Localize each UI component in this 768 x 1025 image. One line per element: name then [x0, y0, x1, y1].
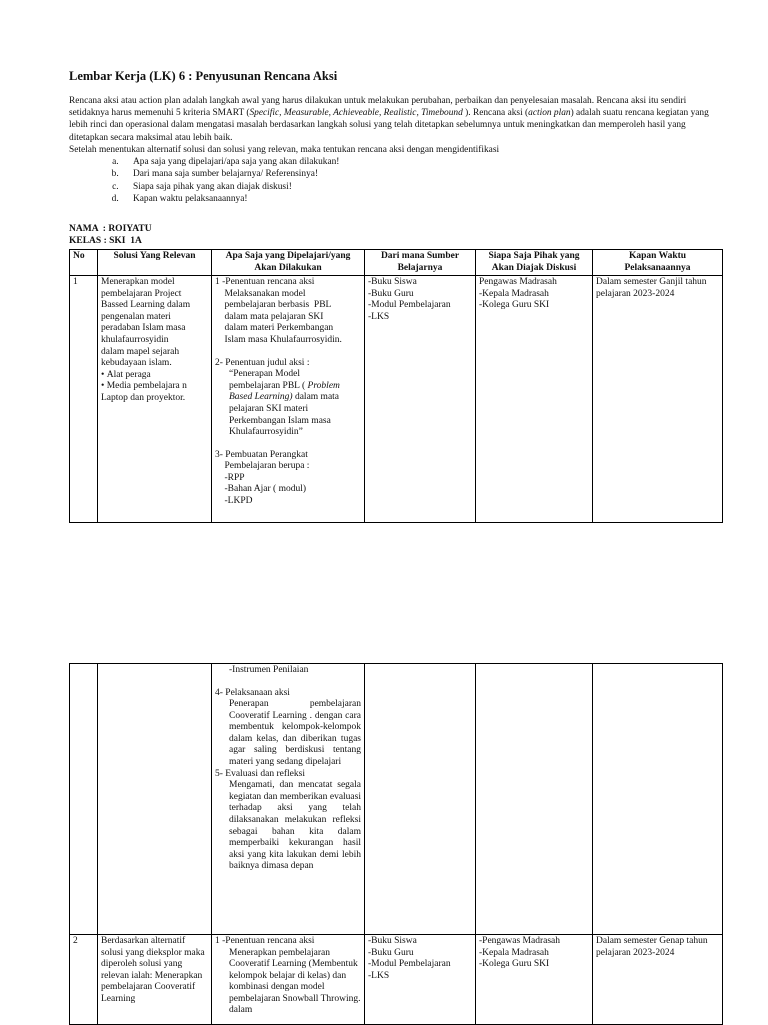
text-line: Laptop dan proyektor.	[101, 392, 186, 403]
list-item: -Buku Siswa	[368, 277, 417, 288]
text-line: dalam mata pelajaran SKI	[215, 311, 324, 322]
intro-text-c: ). Rencana aksi (	[462, 108, 529, 119]
step-heading: 1 -Penentuan rencana aksi	[215, 936, 315, 946]
text-line: Islam masa Khulafaurrosyidin.	[215, 335, 342, 346]
bullet-icon: •	[101, 381, 107, 392]
row1-apa	[212, 276, 365, 523]
row1-waktu: Dalam semester Ganjil tahun pelajaran 2023-2024	[593, 276, 723, 523]
question-item: c. Siapa saja pihak yang akan diajak diskusi!	[121, 181, 709, 193]
question-list	[69, 156, 709, 205]
text-line: -LKPD	[215, 495, 253, 506]
bullet-item	[101, 381, 208, 393]
text-line: -Bahan Ajar ( modul)	[215, 484, 307, 495]
student-name: NAMA : ROIYATU	[69, 224, 152, 234]
cont-apa	[212, 664, 365, 935]
cont-sumber	[365, 664, 476, 935]
text-line: Bassed Learning dalam	[101, 300, 191, 311]
text-line: Perkembangan Islam masa	[229, 415, 331, 426]
step-1	[215, 277, 361, 346]
text-line: “Penerapan Model	[229, 369, 300, 380]
list-item: -Buku Siswa	[368, 936, 417, 946]
table-row	[70, 664, 723, 935]
question-item: b. Dari mana saja sumber belajarnya/ Referensinya!	[121, 168, 709, 180]
header-no: No	[70, 250, 98, 276]
student-class: KELAS : SKI 1A	[69, 236, 142, 247]
row2-waktu: Dalam semester Genap tahun pelajaran 2023-2024	[593, 935, 723, 1025]
list-item: -Kepala Madrasah	[479, 288, 549, 299]
list-item: -Kolega Guru SKI	[479, 959, 550, 970]
text-line: kebudayaan islam.	[101, 358, 172, 369]
row1-pihak	[476, 276, 593, 523]
intro-text-action-plan: action plan	[528, 108, 571, 119]
cont-no	[70, 664, 98, 935]
list-item: -Modul Pembelajaran	[368, 959, 451, 970]
row1-solusi-text	[101, 277, 208, 370]
intro-text-smart: Specific, Measurable, Achieveable, Realistic, Timebound	[249, 108, 463, 119]
row2-pihak	[476, 935, 593, 1025]
list-item: Pengawas Madrasah	[479, 277, 557, 288]
table-header-row	[70, 250, 723, 276]
intro-text-a: Rencana aksi atau action plan adalah langkah awal yang harus dilakukan untuk melakukan perubahan, perbaikan dan penyelesaian masalah. Rencana aksi itu sendiri setidaknya harus memenuhi 5 kriteria SMART (	[69, 96, 687, 119]
student-info	[69, 223, 152, 248]
header-waktu: Kapan Waktu Pelaksanaannya	[593, 250, 723, 276]
step-body: Mengamati, dan mencatat segala kegiatan dan memberikan evaluasi terhadap aksi yang telah dilaksanakan melakukan refleksi sebagai bahan kita dalam memperbaiki kekurangan hasil aksi yang kita lakukan demi lebih baiknya dimasa depan	[229, 780, 361, 872]
text-line: pengenalan materi	[101, 311, 171, 322]
header-pihak: Siapa Saja Pihak yang Akan Diajak Diskusi	[476, 250, 593, 276]
text-line: pelajaran SKI materi	[229, 403, 309, 414]
step-3	[215, 450, 361, 508]
bullet-item	[101, 370, 208, 382]
header-apa: Apa Saja yang Dipelajari/yang Akan Dilakukan	[212, 250, 365, 276]
text-line: Pembelajaran berupa :	[215, 461, 310, 472]
text-line: khulafaurrosyidin	[101, 335, 169, 346]
row2-solusi: Berdasarkan alternatif solusi yang dieksplor maka diperoleh solusi yang relevan ialah: Menerapkan pembelajaran Cooveratif Learning	[98, 935, 212, 1025]
list-item: -Modul Pembelajaran	[368, 300, 451, 311]
list-item: -LKS	[368, 970, 390, 981]
header-solusi: Solusi Yang Relevan	[98, 250, 212, 276]
text-line: pembelajaran berbasis PBL	[215, 300, 332, 311]
intro-paragraph	[69, 95, 709, 144]
text-line: Based Learning) dalam mata	[229, 392, 340, 403]
intro-paragraph-2: Setelah menentukan alternatif solusi dan solusi yang relevan, maka tentukan rencana aksi dengan mengidentifikasi	[69, 144, 500, 155]
list-item: -Buku Guru	[368, 947, 414, 958]
list-item: -Pengawas Madrasah	[479, 936, 560, 946]
text-line: 1 -Penentuan rencana aksi	[215, 277, 315, 288]
list-item: -Buku Guru	[368, 288, 414, 299]
cont-waktu	[593, 664, 723, 935]
step-2	[215, 358, 361, 439]
step-heading: 2- Penentuan judul aksi :	[215, 357, 310, 368]
intro-section	[69, 95, 709, 205]
question-item: d. Kapan waktu pelaksanaannya!	[121, 193, 709, 205]
text-line: dalam mapel sejarah	[101, 346, 180, 357]
step-heading: 5- Evaluasi dan refleksi	[215, 768, 305, 779]
step-heading: 4- Pelaksanaan aksi	[215, 687, 290, 698]
text-line: pembelajaran Project	[101, 288, 182, 299]
bullet-icon: •	[101, 369, 107, 380]
question-item: a. Apa saja yang dipelajari/apa saja yang akan dilakukan!	[121, 156, 709, 168]
row1-no: 1	[70, 276, 98, 523]
bullet-text: Alat peraga	[106, 369, 151, 380]
action-plan-table-continued	[69, 663, 723, 1025]
step-body: Penerapan pembelajaran Cooveratif Learning . dengan cara membentuk kelompok-kelompok dalam kelas, dan diberikan tugas agar saling berdiskusi tentang materi yang sedang dipelajari	[229, 699, 361, 768]
text-line: peradaban Islam masa	[101, 323, 186, 334]
step-body: Menerapkan pembelajaran Cooveratif Learning (Membentuk kelompok belajar di kelas) dan kombinasi dengan model pembelajaran Snowball Throwing. dalam	[229, 947, 361, 1016]
row1-sumber	[365, 276, 476, 523]
text-line: Menerapkan model	[101, 277, 175, 288]
cont-solusi	[98, 664, 212, 935]
row1-solusi	[98, 276, 212, 523]
text-line: Khulafaurrosyidin”	[229, 427, 303, 438]
list-item: -Kepala Madrasah	[479, 947, 549, 958]
table-row	[70, 935, 723, 1025]
row2-sumber	[365, 935, 476, 1025]
list-item: -Kolega Guru SKI	[479, 300, 550, 311]
header-sumber: Dari mana Sumber Belajarnya	[365, 250, 476, 276]
intro-text-e: ) adalah suatu rencana kegiatan yang lebih rinci dan operasional dalam mengatasi masalah berdasarkan langkah solusi yang telah ditetapkan sebelumnya untuk meningkatkan dan memperoleh hasil yang ditetapkan secara maksimal atau lebih baik.	[69, 108, 709, 143]
action-plan-table	[69, 249, 723, 523]
table-row	[70, 276, 723, 523]
text-line: -RPP	[215, 472, 245, 483]
text-line: -Instrumen Penilaian	[229, 665, 309, 675]
text-line: Melaksanakan model	[215, 288, 306, 299]
row2-apa	[212, 935, 365, 1025]
list-item: -LKS	[368, 311, 390, 322]
row2-no: 2	[70, 935, 98, 1025]
page-title: Lembar Kerja (LK) 6 : Penyusunan Rencana Aksi	[69, 69, 338, 83]
text-line: 3- Pembuatan Perangkat	[215, 449, 308, 460]
bullet-text: Media pembelajara n	[106, 381, 187, 392]
cont-pihak	[476, 664, 593, 935]
text-line: dalam materi Perkembangan	[215, 323, 334, 334]
text-line: pembelajaran PBL ( Problem	[229, 380, 340, 391]
